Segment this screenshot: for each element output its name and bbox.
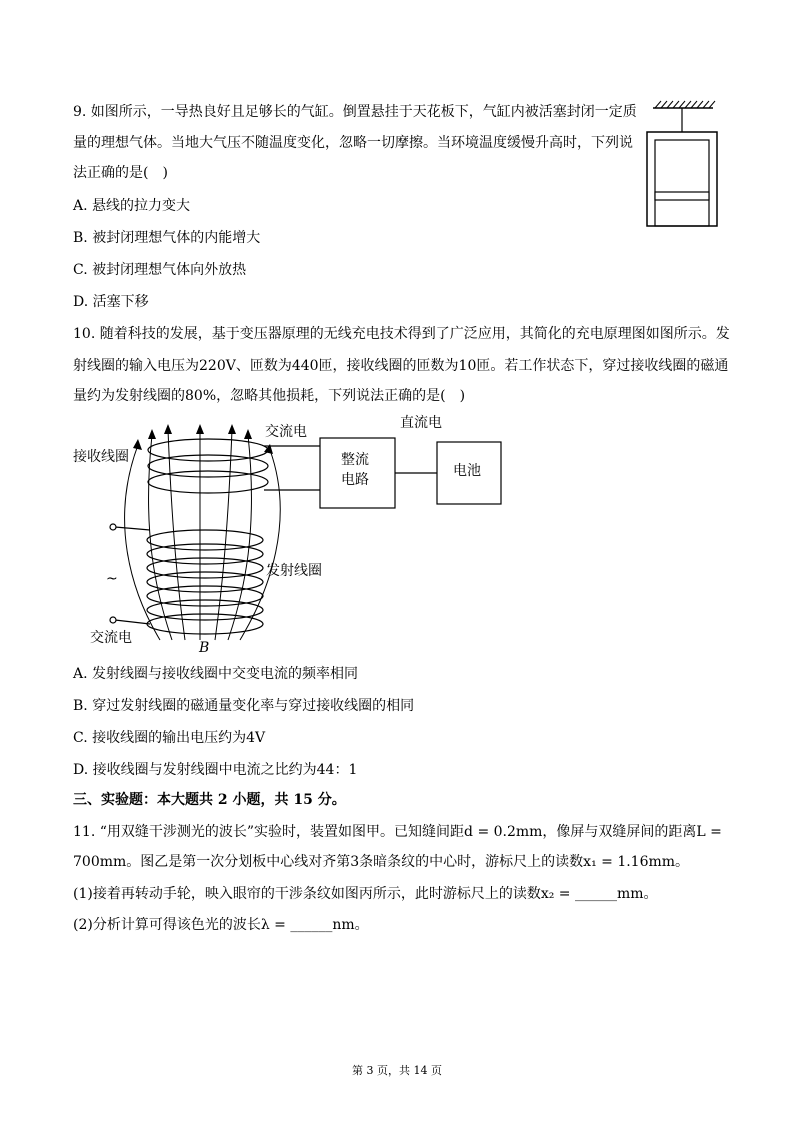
q10-option-d: D. 接收线圈与发射线圈中电流之比约为44：1 — [73, 762, 358, 778]
label-ac-bottom: 交流电 — [90, 630, 132, 646]
label-receiver-coil: 接收线圈 — [73, 449, 129, 465]
q11-line-3: (1)接着再转动手轮，映入眼帘的干涉条纹如图丙所示，此时游标尺上的读数x₂ = ______mm。 — [73, 886, 658, 902]
label-transmitter-coil: 发射线圈 — [266, 563, 322, 579]
q9-option-c: C. 被封闭理想气体向外放热 — [73, 262, 247, 278]
q10-line-2: 射线圈的输入电压为220V、匝数为440匝，接收线圈的匝数为10匝。若工作状态下，穿过接收线圈的磁通 — [73, 358, 729, 374]
label-dc: 直流电 — [400, 415, 442, 431]
q10-option-c: C. 接收线圈的输出电压约为4V — [73, 730, 266, 746]
q11-line-4: (2)分析计算可得该色光的波长λ = ______nm。 — [73, 917, 369, 933]
q9-option-b: B. 被封闭理想气体的内能增大 — [73, 230, 261, 246]
q9-cylinder-figure — [645, 96, 720, 231]
label-rectifier-2: 电路 — [341, 472, 369, 488]
q9-line-2: 量的理想气体。当地大气压不随温度变化，忽略一切摩擦。当环境温度缓慢升高时，下列说 — [73, 135, 633, 151]
page-footer: 第 3 页，共 14 页 — [352, 1064, 442, 1077]
q9-option-d: D. 活塞下移 — [73, 294, 149, 310]
label-battery: 电池 — [453, 463, 481, 479]
q9-line-1: 9. 如图所示，一导热良好且足够长的气缸。倒置悬挂于天花板下，气缸内被活塞封闭一定质 — [73, 104, 637, 120]
q10-line-1: 10. 随着科技的发展，基于变压器原理的无线充电技术得到了广泛应用，其简化的充电原理图如图所示。发 — [73, 326, 730, 342]
q11-line-2: 700mm。图乙是第一次分划板中心线对齐第3条暗条纹的中心时，游标尺上的读数x₁ = 1.16mm。 — [73, 854, 690, 870]
q10-line-3: 量约为发射线圈的80%，忽略其他损耗，下列说法正确的是( ) — [73, 388, 466, 404]
q9-line-3: 法正确的是( ) — [73, 165, 168, 181]
wireless-charging-diagram — [60, 410, 520, 655]
q11-line-1: 11. “用双缝干涉测光的波长”实验时，装置如图甲。已知缝间距d = 0.2mm，像屏与双缝屏间的距离L = — [73, 824, 722, 840]
label-b-field: B — [199, 640, 210, 656]
label-ac-source-tilde: ~ — [106, 571, 118, 587]
q10-option-b: B. 穿过发射线圈的磁通量变化率与穿过接收线圈的相同 — [73, 698, 415, 714]
q9-option-a: A. 悬线的拉力变大 — [73, 198, 191, 214]
label-ac-top: 交流电 — [265, 424, 307, 440]
section-3-heading: 三、实验题：本大题共 2 小题，共 15 分。 — [73, 792, 346, 808]
q10-option-a: A. 发射线圈与接收线圈中交变电流的频率相同 — [73, 666, 359, 682]
label-rectifier-1: 整流 — [341, 452, 369, 468]
